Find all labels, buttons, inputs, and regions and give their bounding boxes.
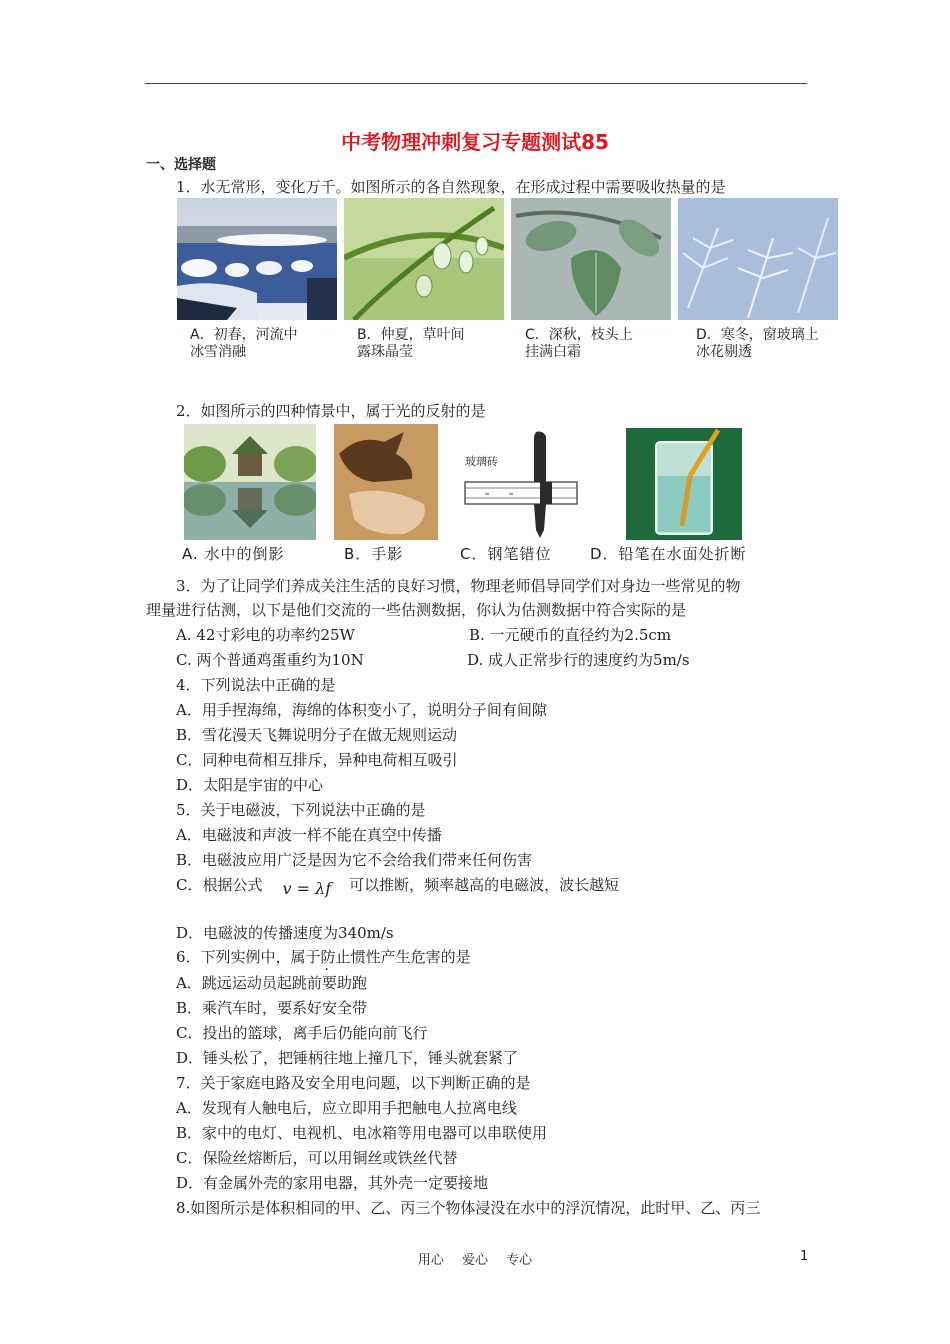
q6-option-d: D．锤头松了，把锤柄往地上撞几下，锤头就套紧了 [176, 1049, 519, 1067]
svg-text:≈: ≈ [508, 490, 514, 498]
q1-caption-d-line1: D．寒冬，窗玻璃上 [696, 327, 819, 343]
q4-option-b: B．雪花漫天飞舞说明分子在做无规则运动 [176, 726, 458, 744]
q1-caption-c-line1: C．深秋，枝头上 [525, 327, 633, 343]
q7-option-a: A．发现有人触电后，应立即用手把触电人拉离电线 [176, 1099, 517, 1117]
q7-stem: 7．关于家庭电路及安全用电问题，以下判断正确的是 [176, 1074, 531, 1092]
q1-caption-b-line1: B．仲夏，草叶间 [357, 327, 465, 343]
q2-glass-block-label: 玻璃砖 [465, 455, 498, 468]
q5-stem: 5．关于电磁波，下列说法中正确的是 [176, 801, 426, 819]
q1-image-dew-drops [344, 198, 504, 320]
q1-caption-b [357, 327, 465, 361]
q6-stem-suffix: 惯性产生危害的是 [350, 948, 471, 966]
q4-stem: 4．下列说法中正确的是 [176, 676, 336, 694]
q2-image-water-reflection [184, 424, 316, 540]
q3-option-c: C. 两个普通鸡蛋重约为10N [176, 651, 364, 669]
q2-caption-a: A. 水中的倒影 [182, 545, 285, 563]
q2-caption-d: D．铅笔在水面处折断 [590, 545, 747, 563]
q1-image-ice-flowers [678, 198, 838, 320]
q1-caption-d-line2: 冰花剔透 [696, 344, 752, 360]
q1-caption-a-line2: 冰雪消融 [190, 344, 246, 360]
q7-option-d: D．有金属外壳的家用电器，其外壳一定要接地 [176, 1174, 489, 1192]
q3-option-d: D. 成人正常步行的速度约为5m/s [467, 651, 690, 669]
q5-option-b: B．电磁波应用广泛是因为它不会给我们带来任何伤害 [176, 851, 533, 869]
q7-option-c: C．保险丝熔断后，可以用铜丝或铁丝代替 [176, 1149, 458, 1167]
q6-stem [176, 947, 471, 967]
page-title: 中考物理冲刺复习专题测试85 [341, 130, 609, 154]
q6-option-a: A．跳远运动员起跳前要助跑 [176, 974, 367, 992]
q2-image-pencil-in-water [626, 428, 742, 540]
q8-stem: 8.如图所示是体积相同的甲、乙、丙三个物体浸没在水中的浮沉情况，此时甲、乙、丙三 [176, 1199, 761, 1217]
q1-image-white-frost [511, 198, 671, 320]
q3-stem-line1: 3．为了让同学们养成关注生活的良好习惯，物理老师倡导同学们对身边一些常见的物 [176, 577, 741, 595]
q3-option-b: B. 一元硬币的直径约为2.5cm [469, 626, 672, 644]
q1-caption-c [525, 327, 633, 361]
q2-image-pen-glass-block [460, 430, 582, 540]
q2-caption-b: B．手影 [344, 545, 404, 563]
q5-option-a: A．电磁波和声波一样不能在真空中传播 [176, 826, 442, 844]
q2-stem: 2．如图所示的四种情景中，属于光的反射的是 [176, 402, 486, 420]
q1-caption-a-line1: A．初春，河流中 [190, 327, 298, 343]
q3-option-a: A. 42寸彩电的功率约25W [176, 626, 355, 644]
q7-option-b: B．家中的电灯、电视机、电冰箱等用电器可以串联使用 [176, 1124, 548, 1142]
header-rule [145, 83, 807, 84]
q2-caption-c: C．钢笔错位 [460, 545, 552, 563]
q1-stem: 1．水无常形，变化万千。如图所示的各自然现象，在形成过程中需要吸收热量的是 [176, 178, 726, 196]
q6-stem-prefix: 6．下列实例中，属于 [176, 948, 321, 966]
q1-image-ice-melting [177, 198, 337, 320]
q4-option-a: A．用手捏海绵，海绵的体积变小了，说明分子间有间隙 [176, 701, 547, 719]
q4-option-d: D．太阳是宇宙的中心 [176, 776, 324, 794]
q6-option-b: B．乘汽车时，要系好安全带 [176, 999, 368, 1017]
svg-text:≈: ≈ [484, 490, 490, 498]
q5-option-c-prefix: C．根据公式 [176, 876, 263, 894]
q3-stem-line2: 理量进行估测，以下是他们交流的一些估测数据，你认为估测数据中符合实际的是 [146, 601, 687, 619]
q5-option-c-suffix: 可以推断，频率越高的电磁波，波长越短 [349, 876, 620, 894]
section-heading: 一、选择题 [146, 157, 216, 173]
q5-option-d: D．电磁波的传播速度为340m/s [176, 924, 394, 942]
q1-caption-b-line2: 露珠晶莹 [357, 344, 413, 360]
q2-image-hand-shadow [334, 424, 438, 540]
q6-option-c: C．投出的篮球，离手后仍能向前飞行 [176, 1024, 428, 1042]
q4-option-c: C．同种电荷相互排斥，异种电荷相互吸引 [176, 751, 458, 769]
page-number: 1 [800, 1249, 809, 1264]
page-footer: 用心 爱心 专心 [417, 1253, 533, 1268]
q5-option-c [176, 875, 620, 898]
q1-caption-c-line2: 挂满白霜 [525, 344, 581, 360]
q6-stem-emphasis: 防止 [320, 948, 351, 966]
q1-caption-a [190, 327, 298, 361]
wave-formula: v = λf [282, 879, 332, 898]
q1-caption-d [696, 327, 819, 361]
